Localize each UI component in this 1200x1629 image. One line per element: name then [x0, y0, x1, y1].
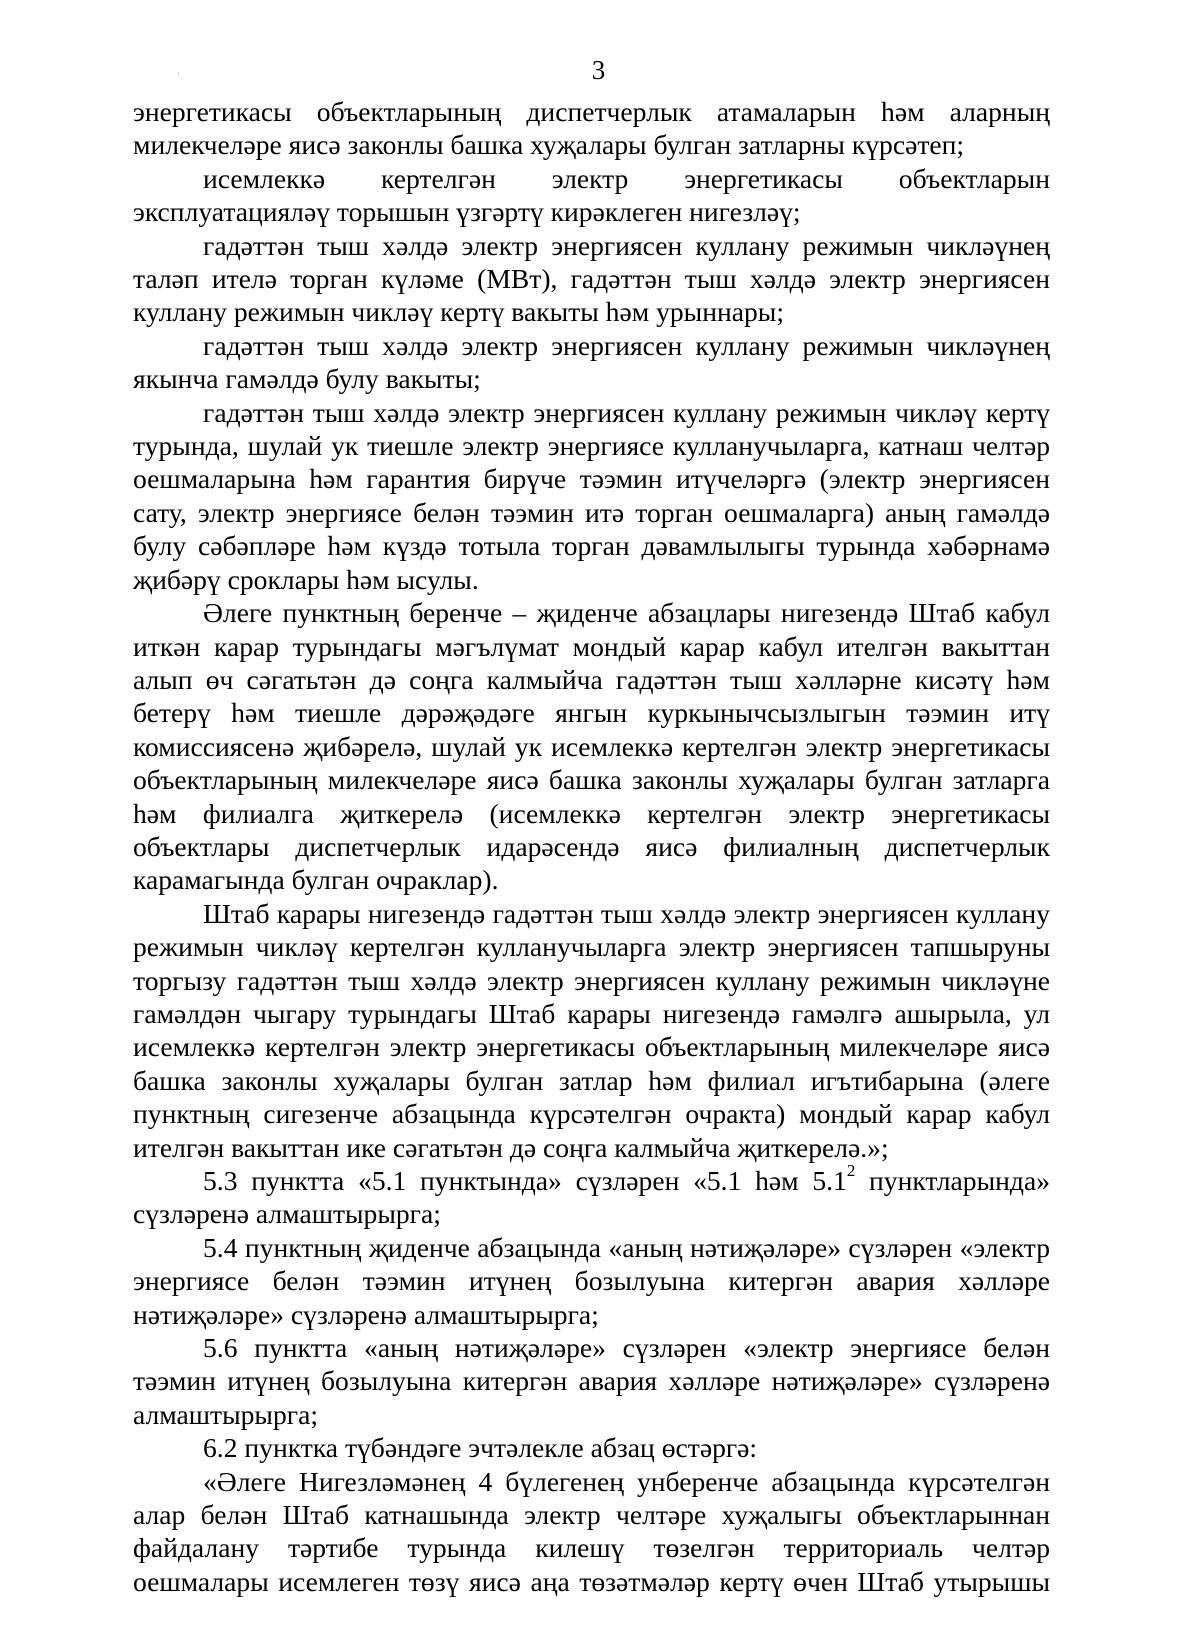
document-body: [133, 95, 1050, 1598]
paragraph-notification: гадәттән тыш хәлдә электр энергиясен куллану режимын чикләү кертү турында, шулай ук тиешле электр энергиясе кулланучыларга, катнаш челтәр оешмаларына һәм гарантия бирүче тәэмин итүчеләргә (электр энергиясен сату, электр энергиясе белән тәэмин итә торган оешмаларга) аның гамәлдә булу сәбәпләре һәм күздә тотыла торган дәвамлылыгы турында хәбәрнамә җибәрү сроклары һәм ысулы.: [133, 396, 1050, 595]
paragraph-required-volume: гадәттән тыш хәлдә электр энергиясен куллану режимын чикләүнең таләп ителә торган күләме (МВт), гадәттән тыш хәлдә электр энергиясен куллану режимын чикләү кертү вакыты һәм урыннары;: [133, 229, 1050, 328]
paragraph-object-names: энергетикасы объектларының диспетчерлык атамаларын һәм аларның милекчеләре яисә законлы башка хуҗалары булган затларны күрсәтеп;: [133, 96, 1050, 161]
item-5-6: 5.6 пунктта «аның нәтиҗәләре» сүзләрен «электр энергиясе белән тәэмин итүнең бозылуына китергән авария хәлләре нәтиҗәләре» сүзләренә алмаштырырга;: [133, 1332, 1050, 1430]
item-5-4: 5.4 пунктның җиденче абзацында «аның нәтиҗәләре» сүзләрен «электр энергиясе белән тәэмин итүнең бозылуына китергән авария хәлләре нәтиҗәләре» сүзләренә алмаштырырга;: [133, 1231, 1050, 1330]
page-number: 3: [591, 55, 606, 85]
superscript-2: 2: [846, 1161, 856, 1180]
paragraph-justification: исемлеккә кертелгән электр энергетикасы объектларын эксплуатацияләү торышын үзгәртү кирәклеген нигезләү;: [133, 162, 1050, 228]
item-5-3-text: 5.3 пунктта «5.1 пунктында» сүзләрен «5.1 һәм 5.1: [203, 1165, 847, 1196]
paragraph-decision-info: Әлеге пунктның беренче – җиденче абзацлары нигезендә Штаб кабул иткән карар турындагы мәгълүмат мондый карар кабул ителгән вакыттан алып өч сәгатьтән дә соңга калмыйча гадәттән тыш хәлләрне кисәтү һәм бетерү һәм тиешле дәрәҗәдәге янгын куркынычсызлыгын тәэмин итү комиссиясенә җибәрелә, шулай ук исемлеккә кертелгән электр энергетикасы объектларының милекчеләре яисә башка законлы хуҗалары булган затларга һәм филиалга җиткерелә (исемлеккә кертелгән электр энергетикасы объектлары диспетчерлык идарәсендә яисә филиалның диспетчерлык карамагында булган очраклар).: [133, 597, 1050, 896]
item-6-2: 6.2 пунктка түбәндәге эчтәлекле абзац өстәргә:: [203, 1432, 758, 1464]
item-5-3: [133, 1161, 1050, 1231]
quote-paragraph: «Әлеге Нигезләмәнең 4 бүлегенең унберенче абзацында күрсәтелгән алар белән Штаб катнашында электр челтәре хуҗалыгы объектларыннан файдалану тәртибе турында килешү төзелгән территориаль челтәр оешмалары исемлеген төзү яисә аңа төзәтмәләр кертү өчен Штаб утырышы: [133, 1465, 1050, 1597]
paragraph-restoration: Штаб карары нигезендә гадәттән тыш хәлдә электр энергиясен куллану режимын чикләү кертелгән кулланучыларга электр энергиясен тапшыруны торгызу гадәттән тыш хәлдә электр энергиясен куллану режимын чикләүне гамәлдән чыгару турындагы Штаб карары нигезендә гамәлгә ашырыла, ул исемлеккә кертелгән электр энергетикасы объектларының милекчеләре яисә башка законлы хуҗалары булган затлар һәм филиал игътибарына (әлеге пунктның сигезенче абзацында күрсәтелгән очракта) мондый карар кабул ителгән вакыттан ике сәгатьтән дә соңга калмыйча җиткерелә.»;: [133, 897, 1050, 1163]
paragraph-duration: гадәттән тыш хәлдә электр энергиясен куллану режимын чикләүнең якынча гамәлдә булу вакыты;: [133, 329, 1050, 395]
scan-artifact: [178, 72, 179, 75]
item-5-3-text-end: пунктларында» сүзләренә алмаштырырга;: [133, 1165, 1050, 1230]
